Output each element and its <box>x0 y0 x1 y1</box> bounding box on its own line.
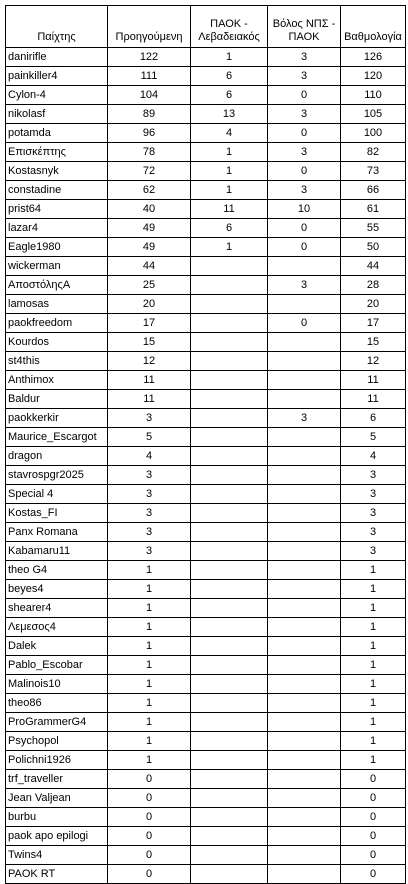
cell-previous: 1 <box>108 675 191 694</box>
cell-player: Panx Romana <box>6 523 108 542</box>
cell-player: Kostasnyk <box>6 162 108 181</box>
cell-previous: 1 <box>108 656 191 675</box>
cell-match-2 <box>268 295 341 314</box>
cell-match-2 <box>268 523 341 542</box>
cell-match-1 <box>191 542 268 561</box>
cell-match-1: 4 <box>191 124 268 143</box>
cell-match-2 <box>268 846 341 865</box>
cell-total: 0 <box>341 846 406 865</box>
cell-player: paokkerkir <box>6 409 108 428</box>
cell-match-1: 1 <box>191 48 268 67</box>
table-row <box>6 732 406 751</box>
cell-previous: 1 <box>108 618 191 637</box>
cell-previous: 78 <box>108 143 191 162</box>
cell-total: 50 <box>341 238 406 257</box>
cell-previous: 3 <box>108 542 191 561</box>
cell-match-1: 1 <box>191 162 268 181</box>
cell-match-2 <box>268 333 341 352</box>
cell-total: 1 <box>341 675 406 694</box>
cell-match-1 <box>191 675 268 694</box>
cell-player: Polichni1926 <box>6 751 108 770</box>
cell-player: Psychopol <box>6 732 108 751</box>
cell-total: 12 <box>341 352 406 371</box>
cell-match-1: 6 <box>191 219 268 238</box>
cell-match-2 <box>268 789 341 808</box>
cell-match-1: 1 <box>191 143 268 162</box>
cell-total: 120 <box>341 67 406 86</box>
cell-previous: 4 <box>108 447 191 466</box>
cell-player: potamda <box>6 124 108 143</box>
cell-previous: 72 <box>108 162 191 181</box>
table-row <box>6 827 406 846</box>
cell-previous: 111 <box>108 67 191 86</box>
cell-previous: 12 <box>108 352 191 371</box>
table-row <box>6 504 406 523</box>
cell-match-2 <box>268 504 341 523</box>
cell-previous: 122 <box>108 48 191 67</box>
cell-player: constadine <box>6 181 108 200</box>
cell-match-1: 13 <box>191 105 268 124</box>
cell-player: painkiller4 <box>6 67 108 86</box>
cell-match-1 <box>191 618 268 637</box>
cell-player: Twins4 <box>6 846 108 865</box>
cell-player: Kabamaru11 <box>6 542 108 561</box>
table-row <box>6 200 406 219</box>
cell-total: 17 <box>341 314 406 333</box>
cell-total: 1 <box>341 732 406 751</box>
cell-player: Malinois10 <box>6 675 108 694</box>
table-row <box>6 428 406 447</box>
table-row <box>6 48 406 67</box>
cell-player: Cylon-4 <box>6 86 108 105</box>
cell-player: PAOK RT <box>6 865 108 884</box>
cell-previous: 25 <box>108 276 191 295</box>
table-row <box>6 542 406 561</box>
cell-match-2: 3 <box>268 48 341 67</box>
cell-previous: 3 <box>108 504 191 523</box>
cell-total: 1 <box>341 751 406 770</box>
cell-match-1 <box>191 599 268 618</box>
header-total: Βαθμολογία <box>341 6 406 48</box>
cell-previous: 0 <box>108 865 191 884</box>
cell-player: Eagle1980 <box>6 238 108 257</box>
cell-match-2 <box>268 428 341 447</box>
cell-previous: 1 <box>108 713 191 732</box>
cell-previous: 17 <box>108 314 191 333</box>
cell-match-1 <box>191 656 268 675</box>
table-row <box>6 333 406 352</box>
cell-match-2 <box>268 675 341 694</box>
table-row <box>6 751 406 770</box>
table-row <box>6 276 406 295</box>
cell-previous: 49 <box>108 238 191 257</box>
cell-player: lamosas <box>6 295 108 314</box>
cell-total: 73 <box>341 162 406 181</box>
table-row <box>6 713 406 732</box>
header-match-1: ΠΑΟΚ - Λεβαδειακός <box>191 6 268 48</box>
cell-previous: 1 <box>108 751 191 770</box>
cell-previous: 96 <box>108 124 191 143</box>
table-row <box>6 257 406 276</box>
cell-total: 4 <box>341 447 406 466</box>
table-row <box>6 865 406 884</box>
cell-match-1: 11 <box>191 200 268 219</box>
cell-player: Dalek <box>6 637 108 656</box>
cell-total: 0 <box>341 865 406 884</box>
table-row <box>6 656 406 675</box>
cell-match-1 <box>191 428 268 447</box>
cell-previous: 44 <box>108 257 191 276</box>
cell-player: nikolasf <box>6 105 108 124</box>
cell-previous: 104 <box>108 86 191 105</box>
cell-player: Anthimox <box>6 371 108 390</box>
cell-total: 11 <box>341 390 406 409</box>
cell-match-1 <box>191 713 268 732</box>
cell-match-1 <box>191 371 268 390</box>
cell-match-2: 0 <box>268 86 341 105</box>
cell-match-1 <box>191 295 268 314</box>
cell-match-2 <box>268 808 341 827</box>
header-row <box>6 6 406 48</box>
cell-player: Special 4 <box>6 485 108 504</box>
cell-total: 1 <box>341 637 406 656</box>
cell-total: 1 <box>341 694 406 713</box>
cell-previous: 3 <box>108 485 191 504</box>
cell-player: Baldur <box>6 390 108 409</box>
cell-match-2 <box>268 751 341 770</box>
cell-previous: 15 <box>108 333 191 352</box>
table-body <box>6 48 406 884</box>
cell-match-1 <box>191 390 268 409</box>
cell-match-1 <box>191 409 268 428</box>
cell-total: 105 <box>341 105 406 124</box>
cell-match-1 <box>191 694 268 713</box>
cell-match-1: 6 <box>191 67 268 86</box>
cell-match-1 <box>191 789 268 808</box>
cell-player: paokfreedom <box>6 314 108 333</box>
header-previous: Προηγούμενη <box>108 6 191 48</box>
cell-player: Kourdos <box>6 333 108 352</box>
cell-total: 44 <box>341 257 406 276</box>
cell-match-1 <box>191 333 268 352</box>
cell-player: lazar4 <box>6 219 108 238</box>
cell-total: 1 <box>341 561 406 580</box>
cell-total: 3 <box>341 504 406 523</box>
table-row <box>6 181 406 200</box>
cell-match-2: 0 <box>268 124 341 143</box>
cell-match-1 <box>191 466 268 485</box>
cell-match-1: 1 <box>191 238 268 257</box>
cell-previous: 1 <box>108 580 191 599</box>
cell-previous: 62 <box>108 181 191 200</box>
cell-match-2: 3 <box>268 409 341 428</box>
cell-match-2: 0 <box>268 238 341 257</box>
cell-total: 0 <box>341 770 406 789</box>
cell-previous: 0 <box>108 770 191 789</box>
cell-match-2: 3 <box>268 143 341 162</box>
cell-total: 15 <box>341 333 406 352</box>
cell-previous: 89 <box>108 105 191 124</box>
cell-player: danirifle <box>6 48 108 67</box>
cell-total: 20 <box>341 295 406 314</box>
cell-player: wickerman <box>6 257 108 276</box>
cell-match-2: 3 <box>268 67 341 86</box>
cell-player: Maurice_Escargot <box>6 428 108 447</box>
cell-match-2: 10 <box>268 200 341 219</box>
cell-match-1 <box>191 865 268 884</box>
cell-match-1 <box>191 580 268 599</box>
cell-total: 1 <box>341 618 406 637</box>
cell-match-1 <box>191 732 268 751</box>
header-match-2: Βόλος ΝΠΣ - ΠΑΟΚ <box>268 6 341 48</box>
cell-match-2 <box>268 466 341 485</box>
cell-match-2 <box>268 561 341 580</box>
cell-player: shearer4 <box>6 599 108 618</box>
cell-match-2: 0 <box>268 219 341 238</box>
header-player: Παίχτης <box>6 6 108 48</box>
cell-previous: 1 <box>108 599 191 618</box>
cell-match-1 <box>191 447 268 466</box>
cell-match-1 <box>191 352 268 371</box>
cell-total: 1 <box>341 580 406 599</box>
cell-player: Jean Valjean <box>6 789 108 808</box>
cell-match-1 <box>191 485 268 504</box>
cell-total: 66 <box>341 181 406 200</box>
cell-player: trf_traveller <box>6 770 108 789</box>
cell-total: 82 <box>341 143 406 162</box>
table-row <box>6 295 406 314</box>
cell-total: 28 <box>341 276 406 295</box>
cell-match-1 <box>191 314 268 333</box>
cell-previous: 1 <box>108 561 191 580</box>
cell-match-1 <box>191 637 268 656</box>
table-row <box>6 694 406 713</box>
cell-match-2 <box>268 352 341 371</box>
cell-total: 11 <box>341 371 406 390</box>
cell-match-2 <box>268 656 341 675</box>
cell-match-2 <box>268 599 341 618</box>
cell-match-1 <box>191 561 268 580</box>
cell-match-1 <box>191 257 268 276</box>
cell-total: 1 <box>341 656 406 675</box>
table-row <box>6 789 406 808</box>
cell-previous: 49 <box>108 219 191 238</box>
cell-previous: 0 <box>108 808 191 827</box>
cell-match-2 <box>268 770 341 789</box>
cell-match-2 <box>268 390 341 409</box>
cell-player: burbu <box>6 808 108 827</box>
cell-match-1 <box>191 504 268 523</box>
table-row <box>6 466 406 485</box>
cell-match-2 <box>268 732 341 751</box>
cell-match-2 <box>268 371 341 390</box>
cell-match-2 <box>268 694 341 713</box>
table-row <box>6 219 406 238</box>
cell-match-1 <box>191 808 268 827</box>
cell-match-1: 6 <box>191 86 268 105</box>
standings-table <box>5 5 406 884</box>
cell-match-1 <box>191 751 268 770</box>
cell-previous: 1 <box>108 694 191 713</box>
table-row <box>6 561 406 580</box>
cell-player: theo G4 <box>6 561 108 580</box>
cell-match-1 <box>191 827 268 846</box>
table-row <box>6 124 406 143</box>
table-row <box>6 409 406 428</box>
cell-match-1 <box>191 523 268 542</box>
table-row <box>6 808 406 827</box>
cell-total: 5 <box>341 428 406 447</box>
cell-match-2 <box>268 485 341 504</box>
cell-previous: 40 <box>108 200 191 219</box>
cell-player: ΑποστόληςΑ <box>6 276 108 295</box>
table-row <box>6 523 406 542</box>
table-row <box>6 485 406 504</box>
table-row <box>6 86 406 105</box>
cell-player: theo86 <box>6 694 108 713</box>
cell-total: 61 <box>341 200 406 219</box>
cell-player: ProGrammerG4 <box>6 713 108 732</box>
cell-match-1 <box>191 770 268 789</box>
cell-player: stavrospgr2025 <box>6 466 108 485</box>
cell-player: beyes4 <box>6 580 108 599</box>
cell-total: 100 <box>341 124 406 143</box>
cell-total: 55 <box>341 219 406 238</box>
cell-previous: 20 <box>108 295 191 314</box>
cell-match-2: 0 <box>268 314 341 333</box>
standings-sheet <box>5 5 406 884</box>
cell-player: Pablo_Escobar <box>6 656 108 675</box>
cell-player: prist64 <box>6 200 108 219</box>
cell-match-2 <box>268 713 341 732</box>
cell-total: 0 <box>341 827 406 846</box>
cell-total: 0 <box>341 808 406 827</box>
cell-total: 3 <box>341 542 406 561</box>
table-row <box>6 580 406 599</box>
cell-total: 6 <box>341 409 406 428</box>
cell-total: 3 <box>341 485 406 504</box>
cell-total: 110 <box>341 86 406 105</box>
cell-total: 3 <box>341 523 406 542</box>
table-row <box>6 238 406 257</box>
cell-previous: 0 <box>108 789 191 808</box>
table-row <box>6 105 406 124</box>
cell-total: 0 <box>341 789 406 808</box>
cell-player: Kostas_FI <box>6 504 108 523</box>
cell-match-2 <box>268 865 341 884</box>
table-row <box>6 162 406 181</box>
cell-previous: 3 <box>108 409 191 428</box>
table-row <box>6 675 406 694</box>
cell-match-1 <box>191 846 268 865</box>
table-row <box>6 371 406 390</box>
cell-match-2: 3 <box>268 105 341 124</box>
table-row <box>6 637 406 656</box>
cell-previous: 3 <box>108 466 191 485</box>
cell-previous: 11 <box>108 371 191 390</box>
cell-match-1: 1 <box>191 181 268 200</box>
cell-total: 3 <box>341 466 406 485</box>
cell-total: 1 <box>341 713 406 732</box>
table-row <box>6 618 406 637</box>
cell-previous: 1 <box>108 637 191 656</box>
cell-player: Λεμεσος4 <box>6 618 108 637</box>
cell-previous: 1 <box>108 732 191 751</box>
cell-match-1 <box>191 276 268 295</box>
cell-match-2 <box>268 447 341 466</box>
cell-total: 1 <box>341 599 406 618</box>
cell-player: paok apo epilogi <box>6 827 108 846</box>
cell-match-2: 3 <box>268 181 341 200</box>
cell-player: st4this <box>6 352 108 371</box>
table-row <box>6 352 406 371</box>
table-row <box>6 599 406 618</box>
table-row <box>6 314 406 333</box>
cell-match-2 <box>268 637 341 656</box>
cell-previous: 5 <box>108 428 191 447</box>
table-row <box>6 390 406 409</box>
cell-previous: 11 <box>108 390 191 409</box>
table-row <box>6 447 406 466</box>
cell-total: 126 <box>341 48 406 67</box>
cell-player: Επισκέπτης <box>6 143 108 162</box>
cell-previous: 0 <box>108 827 191 846</box>
table-row <box>6 143 406 162</box>
cell-match-2: 3 <box>268 276 341 295</box>
cell-match-2 <box>268 580 341 599</box>
cell-previous: 3 <box>108 523 191 542</box>
cell-match-2: 0 <box>268 162 341 181</box>
table-row <box>6 67 406 86</box>
cell-match-2 <box>268 618 341 637</box>
table-row <box>6 770 406 789</box>
table-row <box>6 846 406 865</box>
cell-match-2 <box>268 827 341 846</box>
cell-match-2 <box>268 542 341 561</box>
cell-match-2 <box>268 257 341 276</box>
cell-previous: 0 <box>108 846 191 865</box>
cell-player: dragon <box>6 447 108 466</box>
